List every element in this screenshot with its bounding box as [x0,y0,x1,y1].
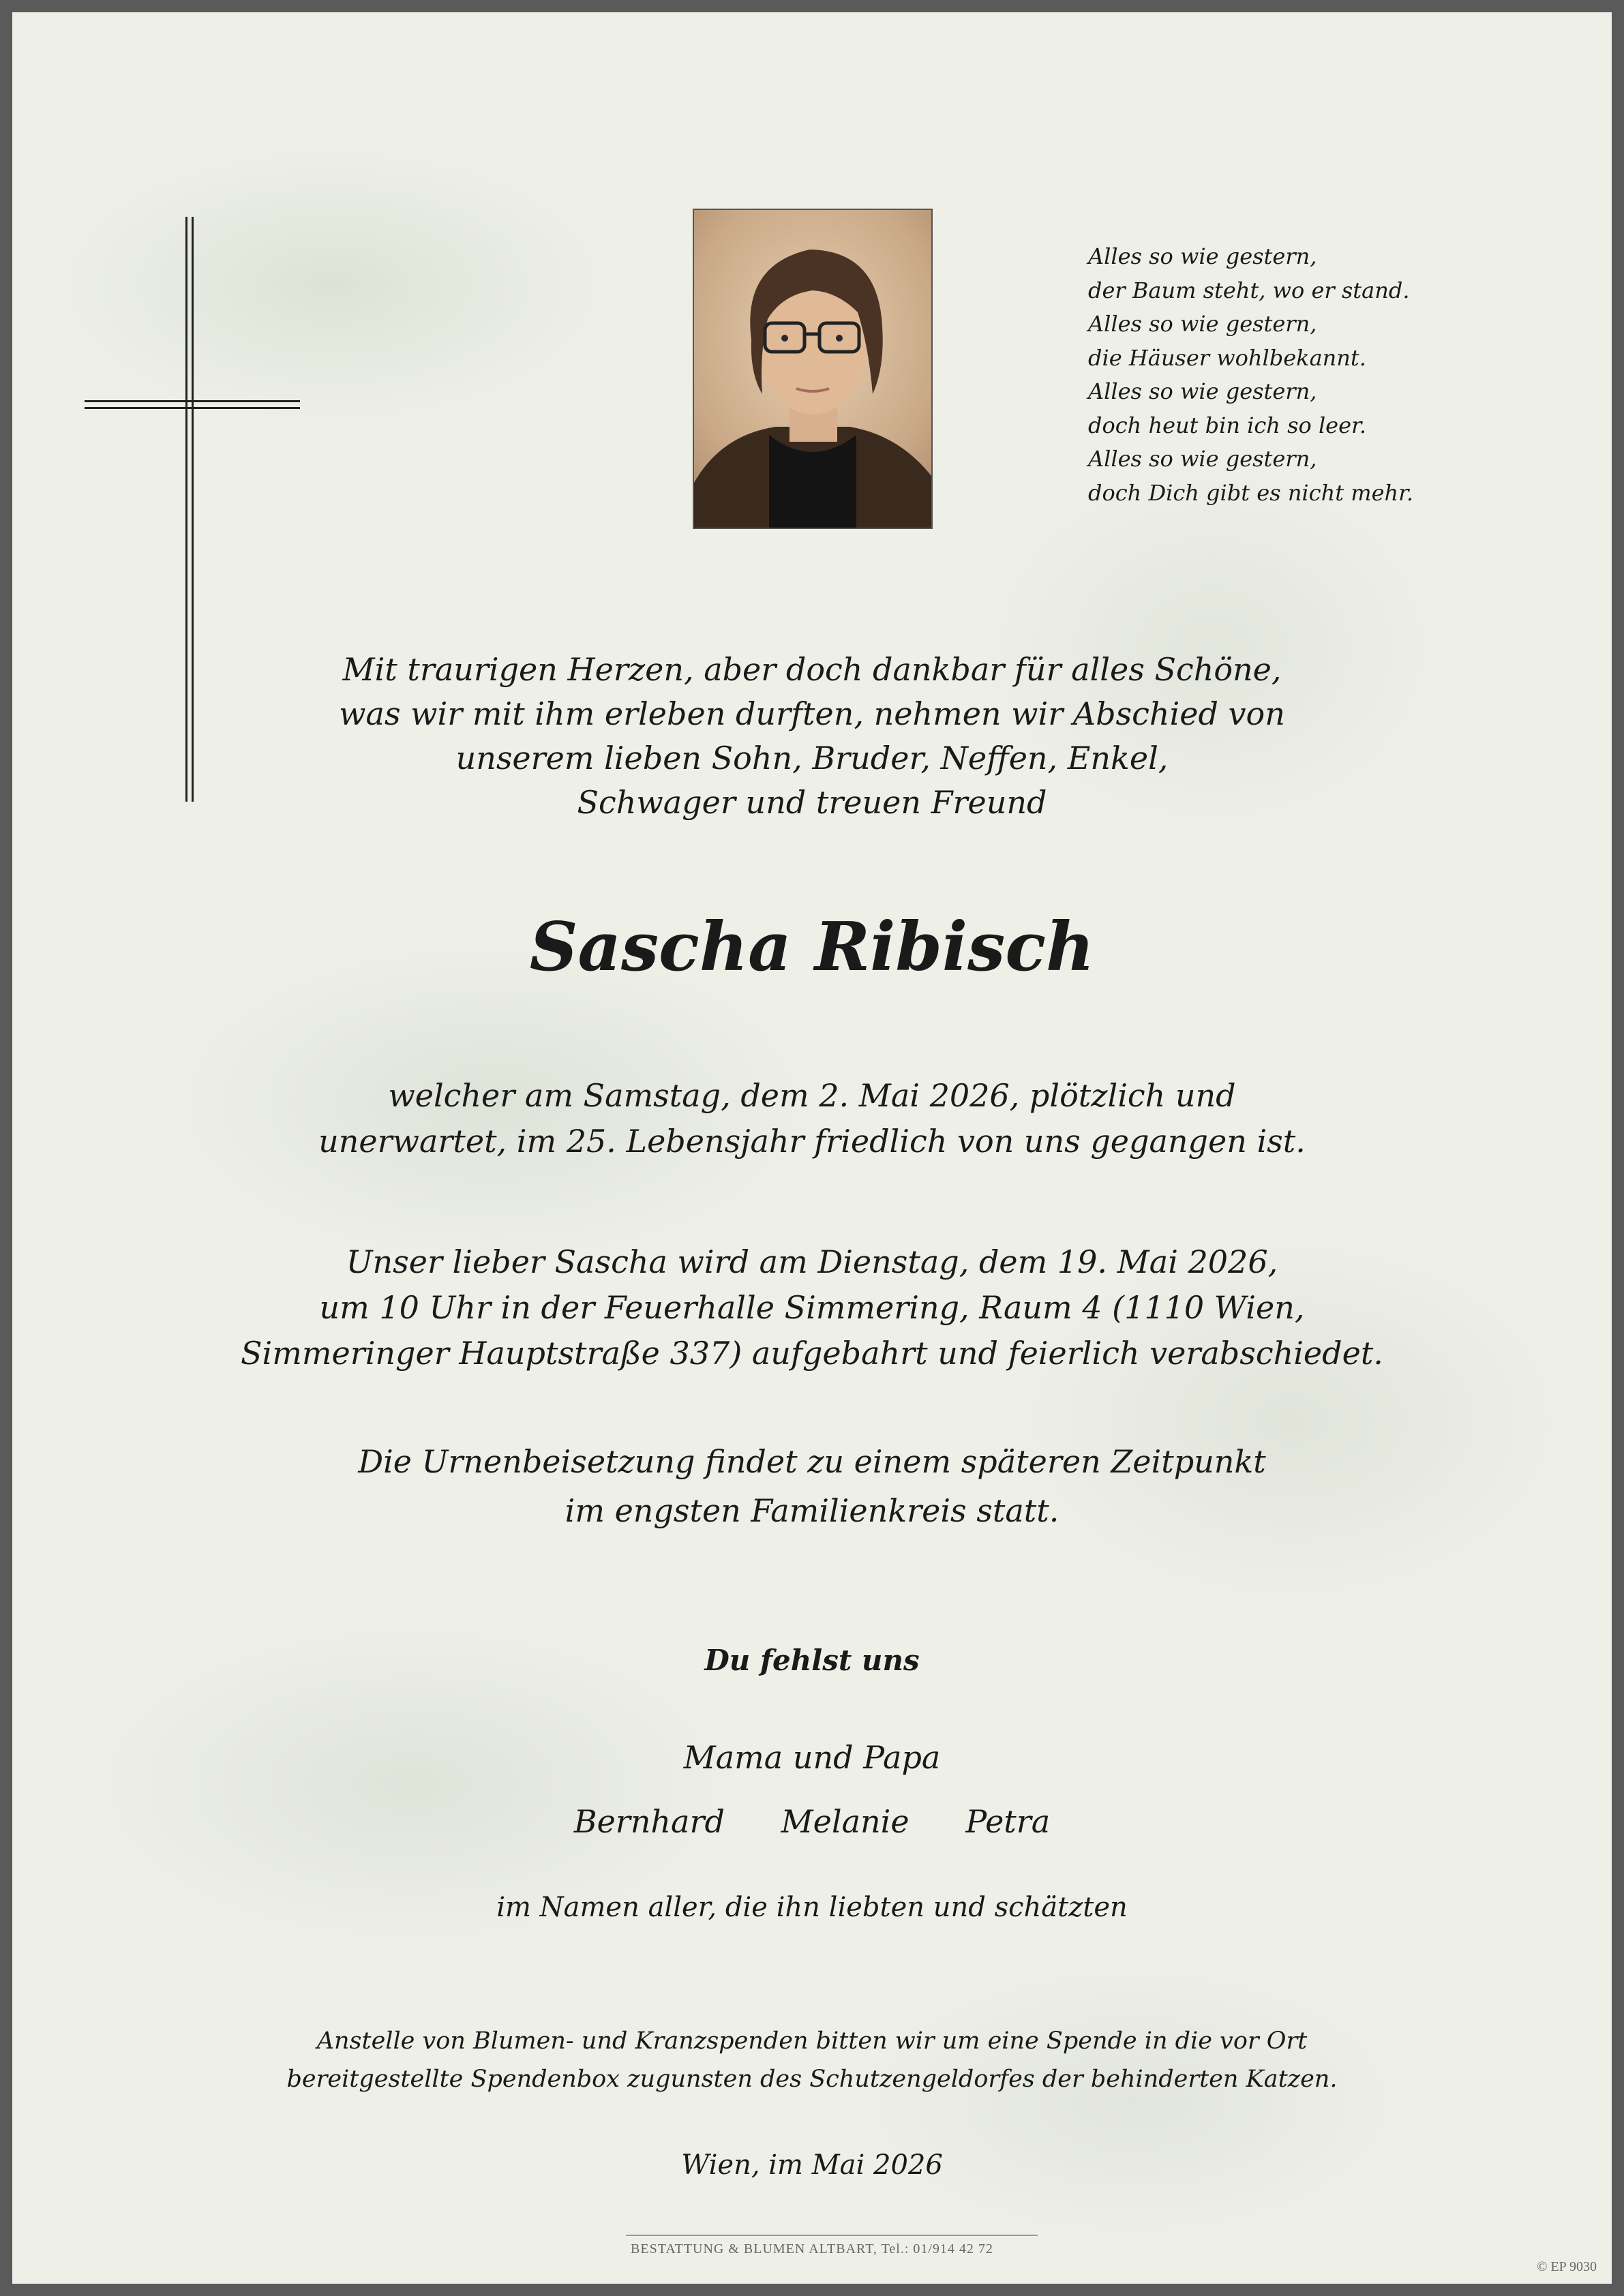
death-notice-line: welcher am Samstag, dem 2. Mai 2026, plötzlich und [388,1077,1236,1114]
missed-heading: Du fehlst uns [704,1644,920,1677]
sibling-name: Petra [965,1803,1051,1840]
parents: Mama und Papa [683,1739,941,1776]
funeral-line: Simmeringer Hauptstraße 337) aufgebahrt und feierlich verabschiedet. [241,1335,1383,1372]
funeral-line: Unser lieber Sascha wird am Dienstag, dem 19. Mai 2026, [346,1243,1278,1280]
donation-notice [0,2022,1624,2098]
poem-line: die Häuser wohlbekannt. [1088,344,1366,371]
funeral-details [0,1239,1624,1376]
poem-line: Alles so wie gestern, [1088,378,1317,404]
poem-line: der Baum steht, wo er stand. [1088,277,1410,303]
urn-line: Die Urnenbeisetzung findet zu einem späteren Zeitpunkt [358,1443,1266,1480]
intro-line: Schwager und treuen Freund [577,784,1047,821]
on-behalf-text: im Namen aller, die ihn liebten und schätzten [496,1892,1128,1923]
donation-line: Anstelle von Blumen- und Kranzspenden bitten wir um eine Spende in die vor Ort [316,2027,1308,2055]
poem [1088,240,1470,510]
intro-line: unserem lieben Sohn, Bruder, Neffen, Enkel, [455,740,1169,776]
urn-burial-notice [0,1437,1624,1535]
death-notice-line: unerwartet, im 25. Lebensjahr friedlich von uns gegangen ist. [318,1123,1306,1160]
funeral-line: um 10 Uhr in der Feuerhalle Simmering, Raum 4 (1110 Wien, [319,1289,1305,1326]
funeral-home-footer: BESTATTUNG & BLUMEN ALTBART, Tel.: 01/914 42 72 [631,2241,993,2256]
death-notice [0,1073,1624,1164]
sibling-name: Melanie [781,1803,909,1840]
poem-line: doch Dich gibt es nicht mehr. [1088,479,1414,506]
deceased-name: Sascha Ribisch [529,908,1095,986]
portrait-photo [693,209,933,529]
copyright-mark: © EP 9030 [1537,2259,1597,2274]
sibling-name: Bernhard [573,1803,725,1840]
intro-line: was wir mit ihm erleben durften, nehmen wir Abschied von [339,695,1285,732]
poem-line: Alles so wie gestern, [1088,243,1317,269]
poem-line: Alles so wie gestern, [1088,311,1317,337]
intro-text [0,648,1624,825]
portrait-illustration [694,210,931,528]
footer-divider [626,2235,1038,2236]
intro-line: Mit traurigen Herzen, aber doch dankbar für alles Schöne, [342,651,1282,688]
siblings [0,1801,1624,1842]
donation-line: bereitgestellte Spendenbox zugunsten des Schutzengeldorfes der behinderten Katzen. [286,2066,1338,2093]
poem-line: Alles so wie gestern, [1088,446,1317,472]
place-date: Wien, im Mai 2026 [681,2149,943,2181]
poem-line: doch heut bin ich so leer. [1088,412,1366,438]
urn-line: im engsten Familienkreis statt. [565,1492,1059,1529]
